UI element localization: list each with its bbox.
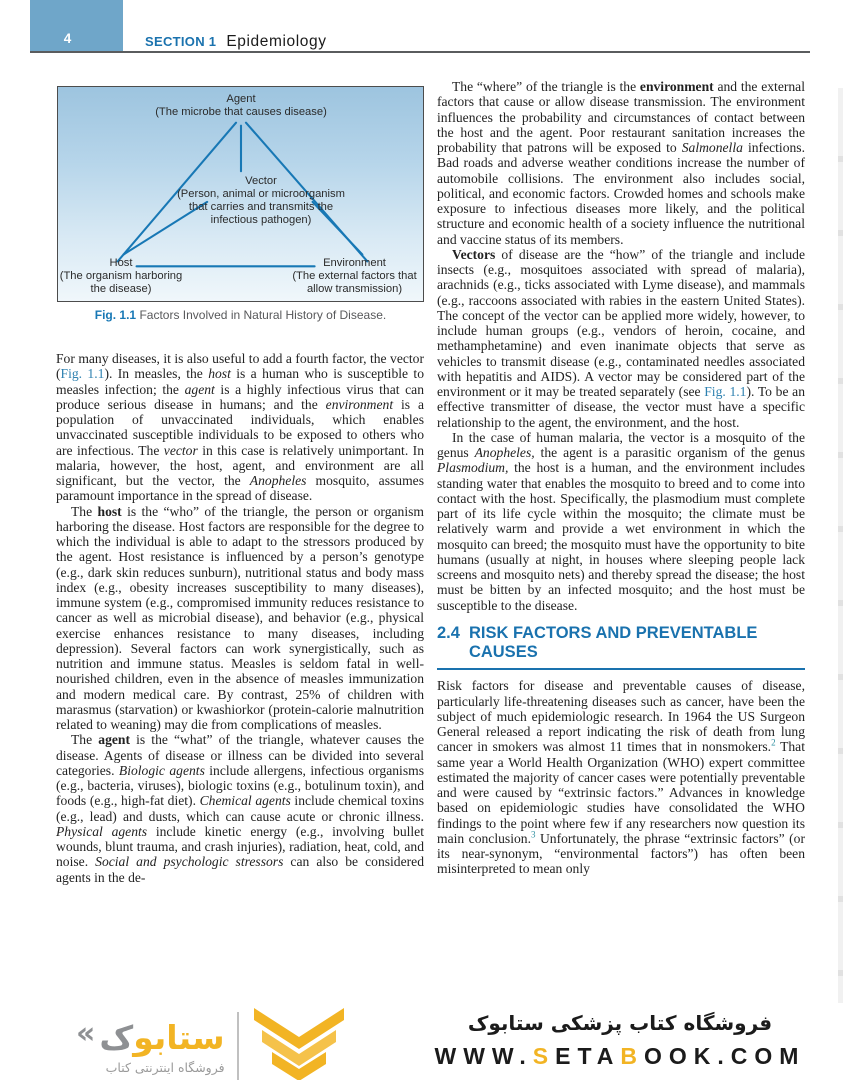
paragraph [437,247,805,430]
header-rule [30,51,810,53]
text-segment: is a population of unvaccinated individuals, which enables unvaccinated susceptible individuals to be exposed to others who are infectious. The [56,396,424,458]
text-segment: Chemical agents [199,793,291,809]
node-host-desc: (The organism harboring the disease) [59,270,183,295]
text-segment: environment [639,79,714,94]
store-name-fa: فروشگاه کتاب پزشکی ستابوک [467,1011,773,1035]
text-segment: Salmonella [681,140,743,155]
heading-underline [437,668,805,671]
setabook-logo[interactable] [76,1008,347,1080]
text-segment: The [71,503,98,519]
node-environment-desc: (The external factors that allow transmission) [292,270,417,295]
node-host-title: Host [109,257,133,269]
text-segment: include chemical toxins (e.g., lead) and dusts, which can cause acute or chronic illness. [56,793,424,824]
text-segment: host [97,503,122,519]
paragraph [56,504,424,733]
node-agent-desc: (The microbe that causes disease) [155,106,327,118]
text-segment: include kinetic energy (e.g., involving bullet wounds, blunt trauma, and crash injuries), radiation, heat, cold, and noise. [56,823,424,870]
text-segment: Unfortunately, the phrase “extrinsic factors” (or its near-synonym, “environmental factors”) has often been misinterpreted to mean only [437,830,805,877]
logo-text-block [76,1015,225,1075]
paragraph [437,678,805,876]
text-segment: Plasmodium, [437,460,509,476]
heading-text: RISK FACTORS AND PREVENTABLE CAUSES [468,623,758,662]
text-segment: Risk factors for disease and preventable causes of disease, particularly life-threatening diseases such as cancer, have been the subject of much epidemiologic research. In 1964 the US Surgeon General released a report indicating the risk of death from lung cancer in smokers was almost 11 times that in nonsmokers. [437,678,805,755]
section-label: SECTION 1 [145,34,217,49]
scan-edge-artifact [838,88,843,1003]
text-segment: vector [163,442,198,458]
figure-caption-label: Fig. 1.1 [94,308,137,322]
node-vector-title: Vector [245,175,277,187]
node-host [58,257,184,296]
text-segment: Anopheles [249,473,307,488]
text-segment: For many diseases, it is also useful to add a fourth factor, the vector ( [56,351,424,382]
node-environment [284,257,425,296]
text-segment: That same year a World Health Organization (WHO) expert committee estimated the majority of cancer cases were potentially preventable and were caused by “extrinsic factors.” Advances in knowledge based on epidemiologic studies have consolidated the WHO findings to the point where few if any researchers now question its main conclusion. [437,739,805,846]
chevron-emblem-icon [251,1008,347,1080]
page-number-box [30,0,123,52]
node-vector [170,175,352,227]
paragraph [56,732,424,885]
running-header [145,33,327,51]
paragraph [56,351,424,504]
paragraph [437,79,805,247]
text-segment: agent [184,381,215,397]
citation-link[interactable]: 3 [530,829,536,840]
figure-caption [47,308,434,322]
logo-wordmark: ستابوک [99,1017,225,1057]
text-segment: is the “who” of the triangle, the person or organism harboring the disease. Host factors are responsible for the degree to which the individual is able to adapt to the stressors produced by the agent. Host resistance is influenced by a person’s genotype (e.g., dark skin reduces sunburn), nutritional status and body mass index (e.g., obesity increases susceptibility to many diseases), immune system (e.g., compromised immunity reduces resistance to cancer as well as microbial disease), and behavior (e.g., physical exercise enhances resistance to many diseases, including depression). Several factors can work synergistically, such as nutrition and immune status. Measles is seldom fatal in well-nourished children, even in the absence of measles immunization and modern medical care. By contrast, 25% of children with marasmus (starvation) or kwashiorkor (protein-calorie malnutrition related to weaning) may die from complications of measles. [56,503,424,732]
heading-number: 2.4 [437,623,460,642]
text-segment: OOK.COM [644,1043,806,1069]
text-segment: Social and psychologic stressors [95,854,284,870]
text-segment: is a highly infectious virus that can produce serious disease in humans; and the [56,381,424,412]
paragraph [437,430,805,613]
url-accent-letter: S [532,1043,556,1069]
text-segment: in this case is relatively unimportant. In malaria, however, the host, agent, and environment are all significant, but the vector, the [56,442,424,488]
citation-link[interactable]: 2 [771,737,776,748]
text-segment: the agent is a parasitic organism of the genus [534,445,805,460]
text-segment: include allergens, infectious organisms (e.g., bacteria, viruses), biologic toxins (e.g., botulinum toxin), and foods (e.g., high-fat diet). [56,762,424,809]
figure-reference-link[interactable]: Fig. 1.1 [60,366,105,382]
node-agent-title: Agent [226,93,256,105]
text-segment: Anopheles, [474,445,535,460]
url-accent-letter: B [620,1043,645,1069]
node-vector-desc: (Person, animal or microorganism that carries and transmits the infectious pathogen) [177,188,345,226]
page-number: 4 [63,31,72,46]
text-segment: ). In measles, the [104,366,209,382]
right-text-column [437,79,805,877]
text-segment: The “where” of the triangle is the [452,79,640,94]
text-segment: ). To be an effective transmitter of disease, the vector must have a specific relationship to the agent, the environment, and the host. [437,384,806,430]
figure-epidemiologic-triangle [57,86,424,302]
text-segment: The [71,732,99,748]
left-text-column [56,351,424,885]
text-segment: and the external factors that cause or allow disease transmission. The environment influences the probability and circumstances of contact between the host and the agent. Poor restaurant sanitation increases the probability that patrons will be exposed to [437,79,805,155]
text-segment: the host is a human, and the environment includes standing water that enables the mosquito to breed and to come into contact with the host. Specifically, the plasmodium must complete part of its life cycle within the mosquito; the climate must be relatively warm and provide a wet environment in which the mosquito can breed; the mosquito must have the opportunity to bite humans (usually at night, in houses where sleeping people lack screens and mosquito nets) and thereby spread the disease; the host must be bitten by an infected mosquito; and the host must be susceptible to the disease. [437,460,805,613]
logo-guillemet-mark: « [76,1015,96,1051]
figure-reference-link[interactable]: Fig. 1.1 [704,384,747,399]
text-segment: agent [98,732,130,748]
text-segment: ETA [555,1043,621,1069]
text-segment: host [208,366,231,382]
store-url[interactable] [420,1041,820,1071]
store-info [420,1008,820,1071]
logo-divider [237,1012,239,1080]
text-segment: WWW. [434,1043,533,1069]
text-segment: is a human who is susceptible to measles infection; the [56,366,424,397]
section-heading-2-4 [437,624,805,663]
node-agent [121,93,361,119]
text-segment: environment [325,396,394,412]
text-segment: In the case of human malaria, the vector is a mosquito of the genus [437,429,805,460]
figure-caption-text: Factors Involved in Natural History of Disease. [136,308,387,322]
text-segment: is the “what” of the triangle, whatever causes the disease. Agents of disease or illness can be divided into several categories. [56,732,424,778]
text-segment: infections. Bad roads and adverse weather conditions increase the number of automobile collisions. The environment also includes social, political, and economic factors. Crowded homes and schools make exposure to infectious diseases more likely, and the political structure and economic health of a society influence the nutritional and vaccine status of its members. [437,140,805,247]
text-segment: can also be considered agents in the de- [56,854,424,885]
node-environment-title: Environment [323,257,386,269]
text-segment: Biologic agents [118,762,205,778]
text-segment: Vectors [452,246,496,262]
text-segment: mosquito, assumes paramount importance in the spread of disease. [56,473,424,504]
text-segment: of disease are the “how” of the triangle and include insects (e.g., mosquitoes associated with spread of malaria), arachnids (e.g., ticks associated with Lyme disease), and mammals (e.g., raccoons associated with rabies in the eastern United States). The concept of the vector can be applied more widely, however, to include human groups (e.g., vendors of heroin, cocaine, and methamphetamine) and even inanimate objects that serve as vehicles to transmit disease (e.g., contaminated needles associated with hepatitis and AIDS). A vector may be considered part of the environment or it may be treated separately (see [437,246,805,399]
section-title: Epidemiology [226,33,327,50]
text-segment: Physical agents [56,823,148,839]
logo-tagline: فروشگاه اینترنتی کتاب [105,1059,225,1075]
